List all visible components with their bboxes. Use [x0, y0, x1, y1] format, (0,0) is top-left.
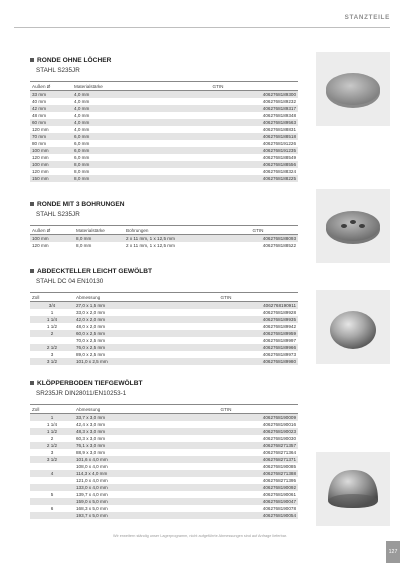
table-row [30, 491, 298, 498]
table-row [30, 344, 298, 351]
column-header: Zoll [30, 293, 74, 302]
section-subtitle: STAHL S235JR [36, 67, 80, 74]
table-cell [30, 498, 74, 505]
table-row [30, 505, 298, 512]
table-header-row [30, 226, 298, 235]
table-cell: 33,0 x 2,0 mm [74, 309, 154, 316]
table-cell: 4062768188518 [138, 133, 298, 140]
table-cell: 159,0 x 5,0 mm [74, 498, 154, 505]
table-cell: 70 mm [30, 133, 72, 140]
column-header: GTIN [154, 405, 298, 414]
table-row [30, 463, 298, 470]
header-divider [14, 27, 390, 28]
table-cell: 1 [30, 414, 74, 422]
table-cell: 60,0 x 2,5 mm [74, 330, 154, 337]
table-row [30, 484, 298, 491]
table-row [30, 175, 298, 182]
table-cell: 4062768190911 [154, 302, 298, 310]
table-cell [30, 512, 74, 519]
table-row [30, 330, 298, 337]
table-cell: 4062768189928 [154, 309, 298, 316]
table-cell: 4062768189232 [138, 98, 298, 105]
table-row [30, 449, 298, 456]
table-cell: 8,0 mm [72, 168, 138, 175]
column-header: Materialstärke [74, 226, 124, 235]
table-cell: 120 mm [30, 242, 74, 249]
table-row [30, 435, 298, 442]
table-cell [30, 463, 74, 470]
table-row [30, 302, 298, 310]
table-cell: 4062768271371 [154, 456, 298, 463]
ronde-plain-image [316, 52, 390, 126]
table-cell: 4062768190047 [154, 498, 298, 505]
table-cell: 4062768190085 [154, 463, 298, 470]
footnote: Wir erweitern ständig unser Lagerprogramm, nicht aufgeführte Abmessungen sind auf Anfrage lieferbar. [113, 534, 287, 538]
table-cell: 48,0 x 2,0 mm [74, 323, 154, 330]
table-row [30, 140, 298, 147]
table-cell: 4062768191235 [138, 147, 298, 154]
table-cell: 4062768190092 [154, 484, 298, 491]
table-cell: 4062768188324 [138, 168, 298, 175]
table-row [30, 161, 298, 168]
table-cell: 150 mm [30, 175, 72, 182]
column-header: GTIN [218, 226, 298, 235]
section-title: KLÖPPERBODEN TIEFGEWÖLBT [30, 379, 298, 389]
table-cell: 70,0 x 2,5 mm [74, 337, 154, 344]
table-cell: 4062768188831 [138, 126, 298, 133]
table-cell: 120 mm [30, 168, 72, 175]
table-cell: 139,7 x 4,0 mm [74, 491, 154, 498]
table-row [30, 421, 298, 428]
table-cell: 120 mm [30, 126, 72, 133]
table-cell: 33,7 x 3,0 mm [74, 414, 154, 422]
table-cell [30, 337, 74, 344]
table-cell: 4062768190030 [154, 435, 298, 442]
table-cell: 4062768189348 [138, 112, 298, 119]
table-cell: 4062768271364 [154, 449, 298, 456]
table-cell [30, 477, 74, 484]
bullet-square-icon [30, 202, 34, 206]
table-cell: 4062768190023 [154, 428, 298, 435]
table-cell: 1 [30, 309, 74, 316]
table-cell: 101,6 x 4,0 mm [74, 456, 154, 463]
table-cell: 4062768190016 [154, 421, 298, 428]
abdeckteller-image [316, 290, 390, 364]
table-cell: 1 1/4 [30, 316, 74, 323]
table-cell: 3 [30, 351, 74, 358]
bullet-square-icon [30, 269, 34, 273]
table-row [30, 456, 298, 463]
table-row [30, 112, 298, 119]
section-title: RONDE MIT 3 BOHRUNGEN [30, 200, 298, 210]
table-cell: 6,0 mm [72, 154, 138, 161]
table-cell: 8,0 mm [74, 235, 124, 243]
table-cell: 42,0 x 2,0 mm [74, 316, 154, 323]
table-cell: 4062768190009 [154, 414, 298, 422]
table-cell: 4062768189942 [154, 323, 298, 330]
table-header-row [30, 293, 298, 302]
table-cell: 2 x 11 mm, 1 x 12,5 mm [124, 242, 218, 249]
table-cell: 6,0 mm [72, 140, 138, 147]
table-cell: 4062768189980 [154, 358, 298, 365]
table-cell: 3 [30, 449, 74, 456]
table-cell: 4062768189317 [138, 105, 298, 112]
table-cell: 101,0 x 2,5 mm [74, 358, 154, 365]
table-cell: 2 x 11 mm, 1 x 12,5 mm [124, 235, 218, 243]
table-cell: 4062768188549 [138, 154, 298, 161]
table-cell: 4062768188093 [218, 235, 298, 243]
table-row [30, 316, 298, 323]
category-title: STANZTEILE [344, 14, 390, 21]
table-row [30, 105, 298, 112]
section-subtitle: SR235JR DIN28011/EN10253-1 [36, 390, 127, 397]
table-cell: 6,0 mm [72, 133, 138, 140]
table-row [30, 154, 298, 161]
table-cell: 2 1/2 [30, 442, 74, 449]
table-cell [30, 484, 74, 491]
table-cell: 168,3 x 5,0 mm [74, 505, 154, 512]
table-row [30, 126, 298, 133]
table-cell: 8,0 mm [72, 175, 138, 182]
table-cell: 4 [30, 470, 74, 477]
table-cell: 121,0 x 4,0 mm [74, 477, 154, 484]
column-header: GTIN [154, 293, 298, 302]
table-cell: 100 mm [30, 147, 72, 154]
table-cell: 4062768188556 [138, 161, 298, 168]
table-row [30, 477, 298, 484]
table-cell: 1 1/2 [30, 428, 74, 435]
table-row [30, 323, 298, 330]
table-cell: 1 1/4 [30, 421, 74, 428]
table-row [30, 147, 298, 154]
table-row [30, 337, 298, 344]
table-cell: 114,3 x 4,0 mm [74, 470, 154, 477]
table-row [30, 470, 298, 477]
column-header: Außen Ø [30, 82, 72, 91]
bullet-square-icon [30, 58, 34, 62]
ronde-3-holes-image [316, 189, 390, 263]
table-cell: 4062768271395 [154, 477, 298, 484]
table-row [30, 512, 298, 519]
table-cell: 4062768191226 [138, 140, 298, 147]
table-header-row [30, 82, 298, 91]
table-row [30, 91, 298, 99]
table-row [30, 98, 298, 105]
section-abdeckteller [30, 267, 298, 365]
table-cell: 193,7 x 5,0 mm [74, 512, 154, 519]
table-cell: 2 [30, 435, 74, 442]
table-cell: 100 mm [30, 235, 74, 243]
table-cell: 4062768189935 [154, 316, 298, 323]
table-cell: 4062768189997 [154, 337, 298, 344]
table-cell: 76,1 x 3,0 mm [74, 442, 154, 449]
table-cell: 4062768190078 [154, 505, 298, 512]
table-row [30, 351, 298, 358]
table-row [30, 168, 298, 175]
table-cell: 6 [30, 505, 74, 512]
page-number: 127 [386, 541, 400, 563]
table-cell: 76,0 x 2,5 mm [74, 344, 154, 351]
column-header: Materialstärke [72, 82, 138, 91]
section-ronde-mit-3-bohrungen [30, 200, 298, 249]
section-subtitle: STAHL S235JR [36, 211, 80, 218]
table-row [30, 442, 298, 449]
table-cell: 4062768271388 [154, 470, 298, 477]
table-cell: 4,0 mm [72, 105, 138, 112]
table-cell: 108,0 x 4,0 mm [74, 463, 154, 470]
table-cell: 133,0 x 4,0 mm [74, 484, 154, 491]
table-row [30, 235, 298, 243]
column-header: Bohrungen [124, 226, 218, 235]
section-title: RONDE OHNE LÖCHER [30, 56, 298, 66]
table-cell: 4062768189973 [154, 351, 298, 358]
table-cell: 8,0 mm [72, 161, 138, 168]
table-row [30, 498, 298, 505]
table-cell: 4,0 mm [72, 91, 138, 99]
table-cell: 3 1/2 [30, 358, 74, 365]
table-cell: 3/4 [30, 302, 74, 310]
table-cell: 1 1/2 [30, 323, 74, 330]
table-cell: 48 mm [30, 112, 72, 119]
table-cell: 4,0 mm [72, 126, 138, 133]
table-cell: 100 mm [30, 161, 72, 168]
table-cell: 40 mm [30, 98, 72, 105]
product-table [30, 81, 298, 182]
table-row [30, 119, 298, 126]
section-ronde-ohne-loecher [30, 56, 298, 182]
bullet-square-icon [30, 381, 34, 385]
section-kloepperboden [30, 379, 298, 519]
table-cell: 4062768190054 [154, 512, 298, 519]
table-cell: 2 1/2 [30, 344, 74, 351]
section-subtitle: STAHL DC 04 EN10130 [36, 278, 104, 285]
table-cell: 89,0 x 2,5 mm [74, 351, 154, 358]
section-title: ABDECKTELLER LEICHT GEWÖLBT [30, 267, 298, 277]
table-cell: 88,9 x 3,0 mm [74, 449, 154, 456]
table-cell: 8,0 mm [74, 242, 124, 249]
table-cell: 120 mm [30, 154, 72, 161]
product-table [30, 225, 298, 249]
column-header: Zoll [30, 405, 74, 414]
table-cell: 4062768271357 [154, 442, 298, 449]
product-table [30, 292, 298, 365]
table-cell: 4,0 mm [72, 98, 138, 105]
page-header [0, 0, 400, 29]
table-cell: 80 mm [30, 140, 72, 147]
table-cell: 4062768190061 [154, 491, 298, 498]
column-header: Abmessung [74, 293, 154, 302]
table-cell: 60 mm [30, 119, 72, 126]
table-cell: 2 [30, 330, 74, 337]
table-cell: 27,0 x 1,5 mm [74, 302, 154, 310]
table-cell: 3 1/2 [30, 456, 74, 463]
table-row [30, 414, 298, 422]
table-cell: 5 [30, 491, 74, 498]
table-row [30, 133, 298, 140]
table-row [30, 242, 298, 249]
table-cell: 4062768189966 [154, 344, 298, 351]
table-cell: 6,0 mm [72, 147, 138, 154]
table-cell: 4062768189300 [138, 91, 298, 99]
table-cell: 4062768189563 [138, 119, 298, 126]
column-header: GTIN [138, 82, 298, 91]
kloepperboden-image [316, 452, 390, 526]
table-cell: 33 mm [30, 91, 72, 99]
table-header-row [30, 405, 298, 414]
table-cell: 60,3 x 3,0 mm [74, 435, 154, 442]
table-cell: 4,0 mm [72, 112, 138, 119]
table-cell: 48,3 x 3,0 mm [74, 428, 154, 435]
table-cell: 4,0 mm [72, 119, 138, 126]
table-cell: 4062768188522 [218, 242, 298, 249]
table-cell: 42,4 x 3,0 mm [74, 421, 154, 428]
table-cell: 4062768189959 [154, 330, 298, 337]
table-row [30, 428, 298, 435]
table-cell: 42 mm [30, 105, 72, 112]
column-header: Außen Ø [30, 226, 74, 235]
table-row [30, 358, 298, 365]
column-header: Abmessung [74, 405, 154, 414]
table-row [30, 309, 298, 316]
table-cell: 4062768188225 [138, 175, 298, 182]
product-table [30, 404, 298, 519]
